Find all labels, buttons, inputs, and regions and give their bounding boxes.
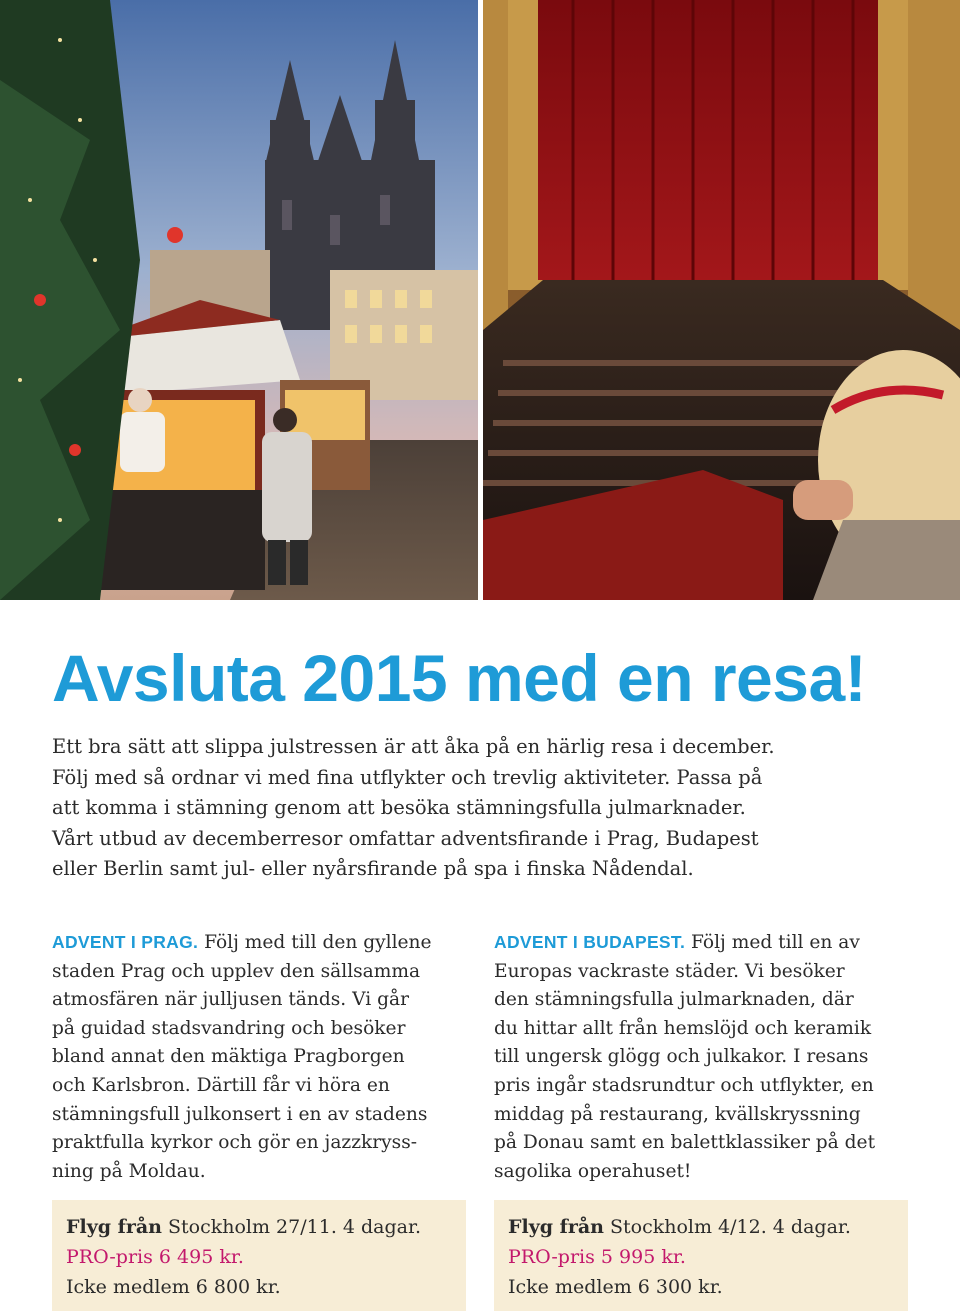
- budapest-section: [494, 928, 914, 1186]
- budapest-line: pris ingår stadsrundtur och utflykter, en: [494, 1074, 874, 1096]
- prague-flight-info: [66, 1212, 452, 1242]
- intro-line: Följ med så ordnar vi med fina utflykter och trevlig aktiviteter. Passa på: [52, 765, 763, 789]
- intro-line: eller Berlin samt jul- eller nyårsfirande på spa i finska Nådendal.: [52, 857, 694, 880]
- budapest-line: du hittar allt från hemslöjd och keramik: [494, 1017, 872, 1039]
- budapest-pro-price: PRO-pris 5 995 kr.: [508, 1246, 686, 1268]
- prague-line: ning på Moldau.: [52, 1160, 206, 1182]
- prague-price-box: [52, 1200, 466, 1311]
- budapest-line: den stämningsfulla julmarknaden, där: [494, 989, 854, 1011]
- prague-intro-line: [52, 928, 472, 958]
- prague-first-line: Följ med till den gyllene: [198, 932, 432, 953]
- prague-line: praktfulla kyrkor och gör en jazzkryss-: [52, 1132, 418, 1154]
- prague-line: atmosfären när julljusen tänds. Vi går: [52, 989, 409, 1011]
- prague-pro-price: PRO-pris 6 495 kr.: [66, 1246, 244, 1268]
- intro-line: Vårt utbud av decemberresor omfattar adventsfirande i Prag, Budapest: [52, 826, 759, 850]
- budapest-intro-line: [494, 928, 914, 958]
- budapest-flight-text: Stockholm 4/12. 4 dagar.: [603, 1216, 851, 1238]
- budapest-line: på Donau samt en balettklassiker på det: [494, 1132, 876, 1154]
- budapest-flight-label: Flyg från: [508, 1216, 604, 1238]
- prague-flight-label: Flyg från: [66, 1216, 162, 1238]
- prague-christmas-market-photo: [0, 0, 478, 600]
- budapest-member-price: Icke medlem 6 300 kr.: [508, 1276, 723, 1298]
- prague-section: [52, 928, 472, 1186]
- budapest-flight-info: [508, 1212, 894, 1242]
- budapest-line: middag på restaurang, kvällskryssning: [494, 1103, 861, 1125]
- prague-line: stämningsfull julkonsert i en av stadens: [52, 1103, 428, 1125]
- budapest-line: Europas vackraste städer. Vi besöker: [494, 960, 845, 982]
- intro-paragraph: [52, 732, 932, 885]
- prague-line: bland annat den mäktiga Pragborgen: [52, 1046, 405, 1068]
- prague-member-price: Icke medlem 6 800 kr.: [66, 1276, 281, 1298]
- prague-line: och Karlsbron. Därtill får vi höra en: [52, 1074, 390, 1096]
- budapest-price-box: [494, 1200, 908, 1311]
- budapest-line: sagolika operahuset!: [494, 1160, 692, 1182]
- intro-line: att komma i stämning genom att besöka stämningsfulla julmarknader.: [52, 796, 746, 819]
- budapest-kicker: ADVENT I BUDAPEST.: [494, 932, 686, 952]
- prague-kicker: ADVENT I PRAG.: [52, 932, 199, 952]
- intro-line: Ett bra sätt att slippa julstressen är att åka på en härlig resa i december.: [52, 735, 775, 758]
- headline: Avsluta 2015 med en resa!: [52, 641, 867, 715]
- budapest-line: till ungersk glögg och julkakor. I resans: [494, 1046, 869, 1068]
- budapest-first-line: Följ med till en av: [685, 932, 860, 953]
- prague-line: staden Prag och upplev den sällsamma: [52, 960, 421, 982]
- prague-flight-text: Stockholm 27/11. 4 dagar.: [161, 1216, 422, 1238]
- prague-line: på guidad stadsvandring och besöker: [52, 1017, 406, 1039]
- budapest-opera-house-photo: [483, 0, 960, 600]
